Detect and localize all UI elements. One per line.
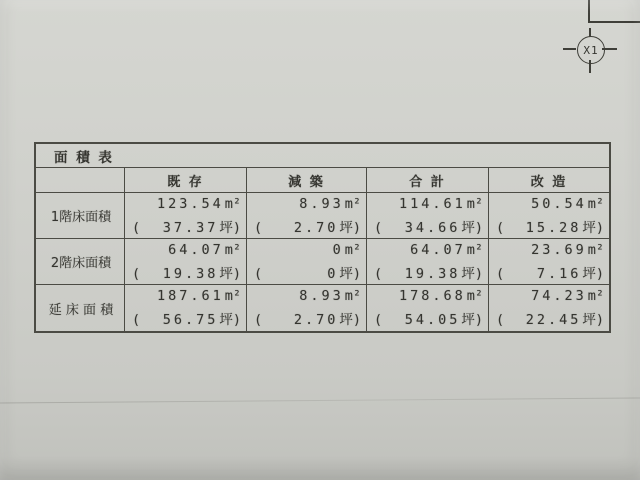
header-cell-empty [36, 168, 125, 192]
table-title-row [36, 144, 609, 168]
area-tsubo: ( 7.16坪) [496, 265, 604, 282]
area-m2: 178.68m² [398, 288, 483, 304]
area-m2: 64.07m² [410, 241, 483, 258]
paper-fold-line [0, 397, 640, 403]
table-row-floor2 [36, 239, 609, 285]
area-tsubo: ( 2.70坪) [254, 219, 361, 236]
area-tsubo: ( 19.38坪) [132, 265, 241, 282]
table-row-floor1 [36, 193, 609, 239]
marker-tick-left [563, 48, 576, 50]
area-m2: 114.61m² [398, 195, 483, 212]
area-m2: 0m² [332, 241, 361, 258]
area-table [34, 142, 611, 333]
cell-floor2-total [367, 239, 489, 284]
area-m2: 8.93m² [299, 195, 361, 212]
area-m2: 187.61m² [156, 288, 241, 304]
table-title: 面 積 表 [54, 149, 114, 166]
area-tsubo: ( 37.37坪) [132, 219, 241, 236]
cell-floor2-renovation [489, 239, 609, 284]
area-m2: 8.93m² [299, 288, 361, 304]
cell-floor1-total [367, 193, 489, 238]
header-cell-reduction: 減 築 [247, 168, 367, 192]
header-cell-renovation: 改 造 [530, 174, 568, 190]
cell-totalfloor-total [367, 285, 489, 331]
row-label-floor2: 2階床面積 [36, 239, 125, 284]
area-tsubo: ( 56.75坪) [132, 312, 241, 328]
area-tsubo: ( 54.05坪) [374, 312, 483, 328]
area-tsubo: ( 34.66坪) [374, 219, 483, 236]
area-tsubo: ( 22.45坪) [496, 312, 604, 328]
area-tsubo: ( 0坪) [254, 265, 361, 282]
cell-floor1-reduction [247, 193, 367, 238]
grid-line-vertical [588, 0, 590, 22]
axis-marker-circle [577, 36, 605, 64]
header-cell-existing: 既 存 [125, 168, 247, 192]
area-tsubo: ( 15.28坪) [496, 219, 604, 236]
cell-floor2-reduction [247, 239, 367, 284]
area-m2: 74.23m² [531, 288, 604, 304]
grid-line-horizontal [588, 21, 640, 23]
area-m2: 50.54m² [531, 195, 604, 212]
row-label-floor1: 1階床面積 [36, 193, 125, 238]
cell-totalfloor-renovation [489, 285, 609, 331]
table-row-total-floor [36, 285, 609, 331]
cell-floor1-renovation [489, 193, 609, 238]
cell-floor2-existing [125, 239, 247, 284]
area-m2: 23.69m² [531, 241, 604, 258]
row-label-total-floor: 延 床 面 積 [36, 285, 125, 331]
area-m2: 64.07m² [168, 241, 241, 258]
grid-axis-marker-x1 [555, 0, 640, 85]
header-cell-total: 合 計 [367, 168, 489, 192]
cell-floor1-existing [125, 193, 247, 238]
axis-marker-label: X1 [583, 43, 599, 57]
cell-totalfloor-reduction [247, 285, 367, 331]
area-tsubo: ( 2.70坪) [254, 312, 361, 328]
area-m2: 123.54m² [156, 195, 241, 212]
cell-totalfloor-existing [125, 285, 247, 331]
area-tsubo: ( 19.38坪) [374, 265, 483, 282]
table-header-row [36, 168, 609, 193]
